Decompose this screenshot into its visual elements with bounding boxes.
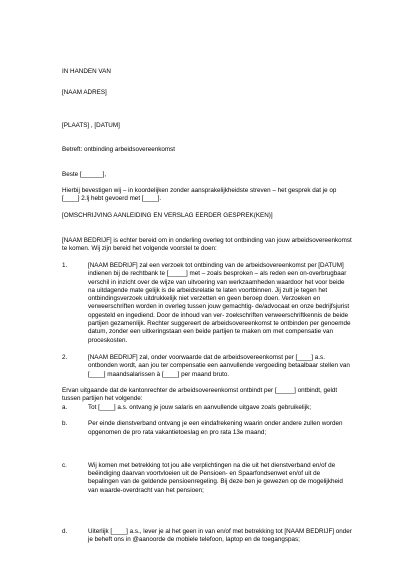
list-item-b-marker: b.: [62, 420, 68, 428]
subject-line: Betreft: ontbinding arbeidsovereenkomst: [62, 146, 176, 153]
compensation-intro: Ervan uitgaande dat de kantonrechter de arbeidsovereenkomst ontbindt per [_____] ontbindt, geldt tussen partijen het volgende:: [62, 387, 338, 403]
clause-2-text: [NAAM BEDRIJF] zal, onder voorwaarde dat de arbeidsovereenkomst per [____] a.s. ontbonden wordt, aan jou ter compensatie een aanvullende vergoeding betaalbaar stellen van [____] maandsalarissen à [____] per maand bruto.: [88, 354, 350, 378]
intro-paragraph: Hierbij bevestigen wij – in koordelijken zonder aansprakelijkheidste streven – het gesprek dat je op [____] 2.lj hebt gevoerd met [____].: [62, 187, 337, 203]
list-item-a-marker: a.: [62, 404, 68, 411]
agreement-intro: [NAAM BEDRIJF] is echter bereid om in onderling overleg tot ontbinding van jouw arbeidsovereenkomst te komen. Wij zijn bereid het volgende voorstel te doen:: [62, 237, 352, 253]
list-item-d-marker: d.: [62, 528, 68, 536]
clause-1: [62, 262, 352, 345]
list-item-d: [62, 528, 352, 545]
clause-2-number: 2.: [62, 354, 68, 361]
clause-1-text: [NAAM BEDRIJF] zal een verzoek tot ontbinding van de arbeidsovereenkomst per [DATUM] indienen bij de rechtbank te [_____] met – zoals besproken – als reden een on-overbrugbaar verschil in inzicht over de wijze van uitvoering van werkzaamheden waardoor het voor beide na uitdagende mate gelijk is de arbeidsrelatie te laten voortbinnen. Jij zult je tegen het ontbindingsverzoek uitdrukkelijk niet verzetten en geen beroep doen. Verzoeken en verweerschriften worden in overleg tussen jouw gemachtig- de/advocaat en onze bedrijfsjurist opgesteld en ingediend. Door de inhoud van ver- zoekschriften verweerschriftkennis de beide partijen gezamenlijk. Rechter suggereert de arbeidsovereenkomst te ontbinden per genoemde datum, zonder een uitkeringstaan een beide partijen te maken om met compensatie van proceskosten.: [88, 262, 351, 344]
list-item-c: [62, 462, 352, 495]
list-item-c-marker: c.: [62, 461, 67, 469]
list-item-a: [62, 404, 352, 412]
list-item-c-text: Wij komen met betrekking tot jou alle verplichtingen na die uit het dienstverband en/of de beëindiging daarvan voortvloeien uit de Pensioen- en Spaarfondsenwet en/of uit de bepalingen van de geldende pensioenregeling. Bij deze ben je gewezen op de mogelijkheid van waarde-overdracht van het pensioen;: [88, 461, 343, 494]
clause-1-number: 1.: [62, 262, 68, 269]
background-heading: [OMSCHRIJVING AANLEIDING EN VERSLAG EERDER GESPREK(KEN)]: [62, 212, 273, 219]
salutation: Beste [______],: [62, 171, 107, 178]
list-item-a-text: Tot [____] a.s. ontvang je jouw salaris en aanvullende uitgave zoals gebruikelijk;: [88, 404, 311, 411]
list-item-d-text: Uiterlijk [____] a.s., lever je al het geen in van en/of met betrekking tot [NAAM BEDRIJF] onder je beheft ons in @aanoorde de mobiele telefoon, laptop en de toegangspas;: [88, 528, 352, 544]
list-item-b-text: Per einde dienstverband ontvang je een eindafrekening waarin onder andere zullen worden opgenomen de pro rata vakantietoeslag en pro rata 13e maand;: [88, 420, 343, 436]
clause-2: [62, 354, 352, 379]
address-line: [NAAM ADRES]: [62, 89, 107, 96]
attention-line: IN HANDEN VAN: [62, 68, 111, 75]
place-date-line: [PLAATS] , [DATUM]: [62, 122, 120, 129]
list-item-b: [62, 420, 352, 437]
